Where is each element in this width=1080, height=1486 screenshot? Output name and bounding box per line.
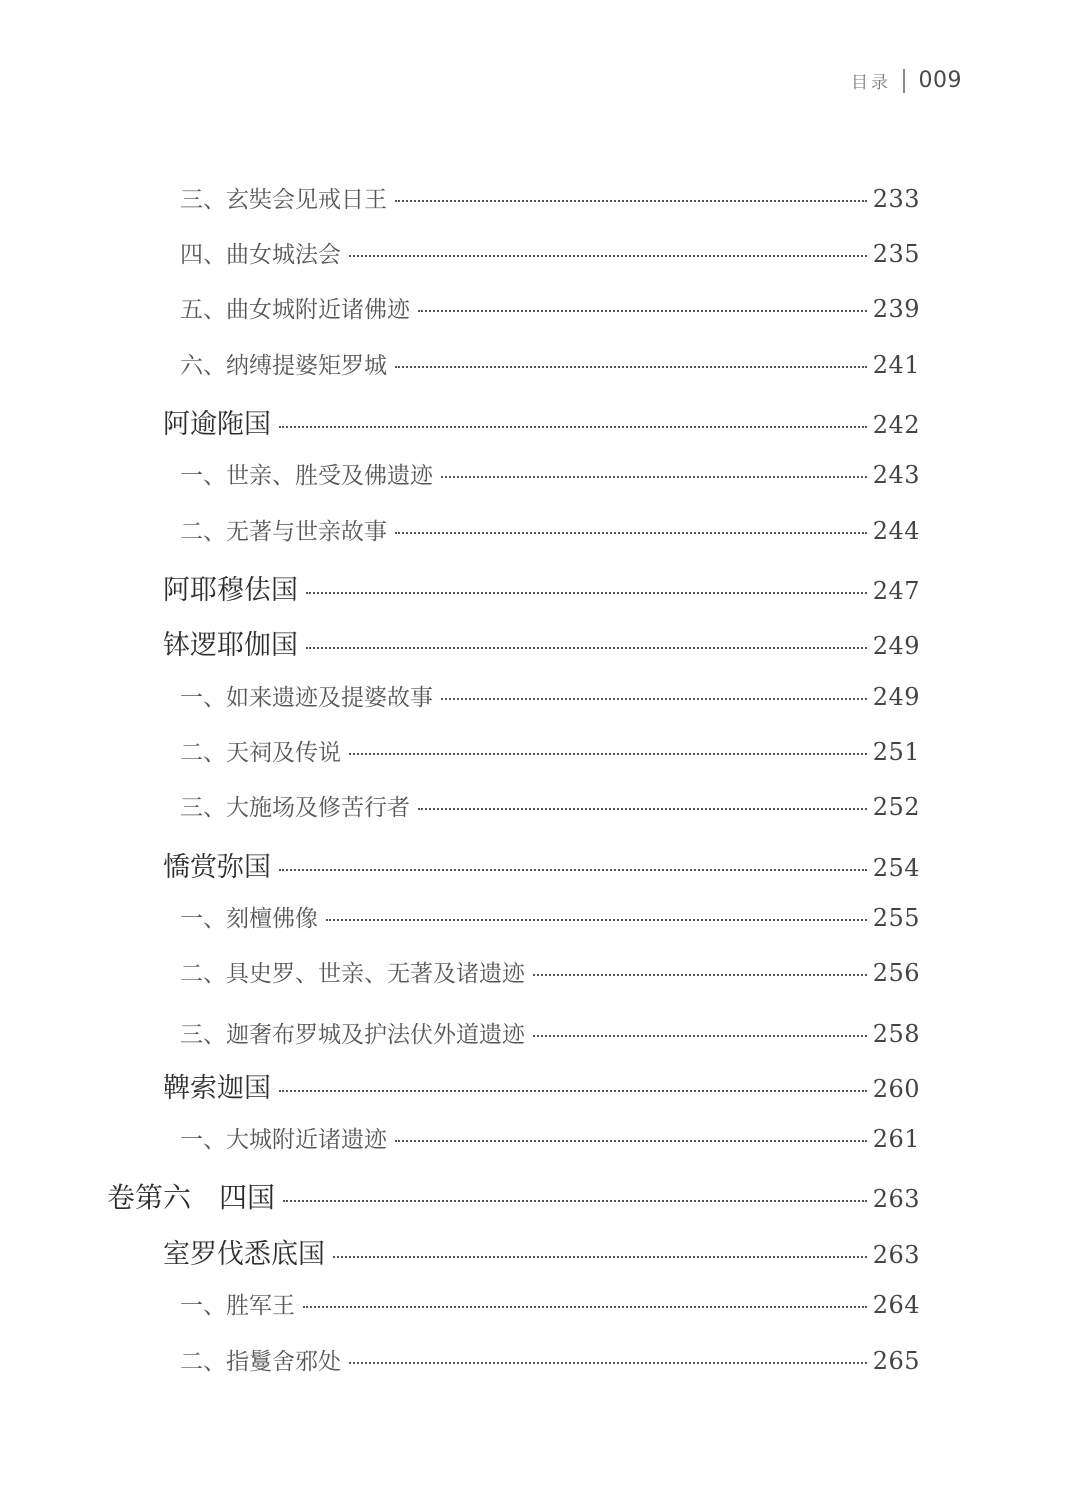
toc-section-entry[interactable] xyxy=(180,734,920,767)
toc-section-entry[interactable] xyxy=(180,955,920,988)
toc-entry-page: 260 xyxy=(872,1075,920,1103)
toc-entry-page: 244 xyxy=(872,517,920,545)
dot-leader xyxy=(533,974,867,976)
dot-leader xyxy=(333,1256,867,1258)
toc-entry-page: 235 xyxy=(872,240,920,268)
dot-leader xyxy=(349,753,867,755)
toc-section-entry[interactable] xyxy=(180,900,920,933)
dot-leader xyxy=(395,366,867,368)
toc-entry-title: 六、纳缚提婆矩罗城 xyxy=(180,353,387,379)
section-title: 目录 xyxy=(851,73,891,93)
toc-entry-title: 一、胜军王 xyxy=(180,1293,295,1319)
toc-section-entry[interactable] xyxy=(180,236,920,269)
toc-section-entry[interactable] xyxy=(180,513,920,546)
toc-entry-page: 263 xyxy=(872,1241,920,1269)
dot-leader xyxy=(306,592,867,594)
toc-entry-page: 243 xyxy=(872,461,920,489)
toc-entry-title: 二、天祠及传说 xyxy=(180,740,341,766)
toc-section-entry[interactable] xyxy=(180,679,920,712)
toc-entry-title: 钵逻耶伽国 xyxy=(163,630,298,661)
toc-entry-page: 252 xyxy=(872,793,920,821)
toc-entry-title: 一、大城附近诸遗迹 xyxy=(180,1127,387,1153)
toc-section-entry[interactable] xyxy=(180,347,920,380)
toc-section-entry[interactable] xyxy=(180,789,920,822)
toc-volume-entry[interactable] xyxy=(107,1176,920,1216)
toc-entry-page: 241 xyxy=(872,351,920,379)
header-divider xyxy=(903,69,905,93)
dot-leader xyxy=(279,869,867,871)
toc-chapter-entry[interactable] xyxy=(163,1066,920,1105)
dot-leader xyxy=(441,698,867,700)
toc-entry-title: 三、玄奘会见戒日王 xyxy=(180,187,387,213)
toc-entry-page: 249 xyxy=(872,683,920,711)
toc-entry-title: 四、曲女城法会 xyxy=(180,242,341,268)
dot-leader xyxy=(533,1035,867,1037)
running-header xyxy=(851,68,962,93)
toc-entry-page: 256 xyxy=(872,959,920,987)
toc-entry-title: 阿逾陁国 xyxy=(163,409,271,440)
toc-entry-page: 255 xyxy=(872,904,920,932)
toc-entry-title: 二、无著与世亲故事 xyxy=(180,519,387,545)
toc-chapter-entry[interactable] xyxy=(163,623,920,662)
dot-leader xyxy=(326,919,867,921)
toc-entry-title: 憍赏弥国 xyxy=(163,852,271,883)
toc-entry-title: 三、大施场及修苦行者 xyxy=(180,795,410,821)
toc-entry-page: 254 xyxy=(872,854,920,882)
toc-entry-page: 258 xyxy=(872,1020,920,1048)
dot-leader xyxy=(418,310,867,312)
toc-entry-page: 249 xyxy=(872,632,920,660)
toc-entry-title: 一、如来遗迹及提婆故事 xyxy=(180,685,433,711)
toc-section-entry[interactable] xyxy=(180,1016,920,1049)
toc-entry-page: 242 xyxy=(872,411,920,439)
dot-leader xyxy=(418,808,867,810)
dot-leader xyxy=(279,1090,867,1092)
dot-leader xyxy=(283,1200,867,1202)
toc-chapter-entry[interactable] xyxy=(163,845,920,884)
dot-leader xyxy=(306,647,867,649)
dot-leader xyxy=(395,1140,867,1142)
dot-leader xyxy=(395,532,867,534)
toc-section-entry[interactable] xyxy=(180,181,920,214)
toc-entry-title: 五、曲女城附近诸佛迹 xyxy=(180,297,410,323)
toc-entry-title: 一、刻檀佛像 xyxy=(180,906,318,932)
page-number: 009 xyxy=(918,68,962,93)
toc-entry-page: 263 xyxy=(872,1185,920,1213)
toc-entry-title: 三、迦奢布罗城及护法伏外道遗迹 xyxy=(180,1022,525,1048)
toc-entry-page: 233 xyxy=(872,185,920,213)
toc-chapter-entry[interactable] xyxy=(163,568,920,607)
toc-entry-title: 二、指鬘舍邪处 xyxy=(180,1349,341,1375)
toc-section-entry[interactable] xyxy=(180,1121,920,1154)
toc-chapter-entry[interactable] xyxy=(163,1232,920,1271)
dot-leader xyxy=(395,200,867,202)
dot-leader xyxy=(349,1362,867,1364)
toc-entry-page: 239 xyxy=(872,295,920,323)
toc-entry-page: 247 xyxy=(872,577,920,605)
toc-entry-title: 鞞索迦国 xyxy=(163,1073,271,1104)
toc-entry-title: 卷第六 四国 xyxy=(107,1181,276,1214)
toc-entry-title: 二、具史罗、世亲、无著及诸遗迹 xyxy=(180,961,525,987)
toc-entry-page: 261 xyxy=(872,1125,920,1153)
dot-leader xyxy=(279,426,867,428)
toc-entry-title: 一、世亲、胜受及佛遗迹 xyxy=(180,463,433,489)
toc-entry-title: 室罗伐悉底国 xyxy=(163,1239,325,1270)
dot-leader xyxy=(441,476,867,478)
toc-entry-page: 264 xyxy=(872,1291,920,1319)
toc-section-entry[interactable] xyxy=(180,1287,920,1320)
toc-section-entry[interactable] xyxy=(180,1343,920,1376)
dot-leader xyxy=(303,1306,867,1308)
dot-leader xyxy=(349,255,867,257)
toc-entry-title: 阿耶穆佉国 xyxy=(163,575,298,606)
toc-chapter-entry[interactable] xyxy=(163,402,920,441)
toc-section-entry[interactable] xyxy=(180,291,920,324)
toc-entry-page: 251 xyxy=(872,738,920,766)
toc-entry-page: 265 xyxy=(872,1347,920,1375)
toc-section-entry[interactable] xyxy=(180,457,920,490)
